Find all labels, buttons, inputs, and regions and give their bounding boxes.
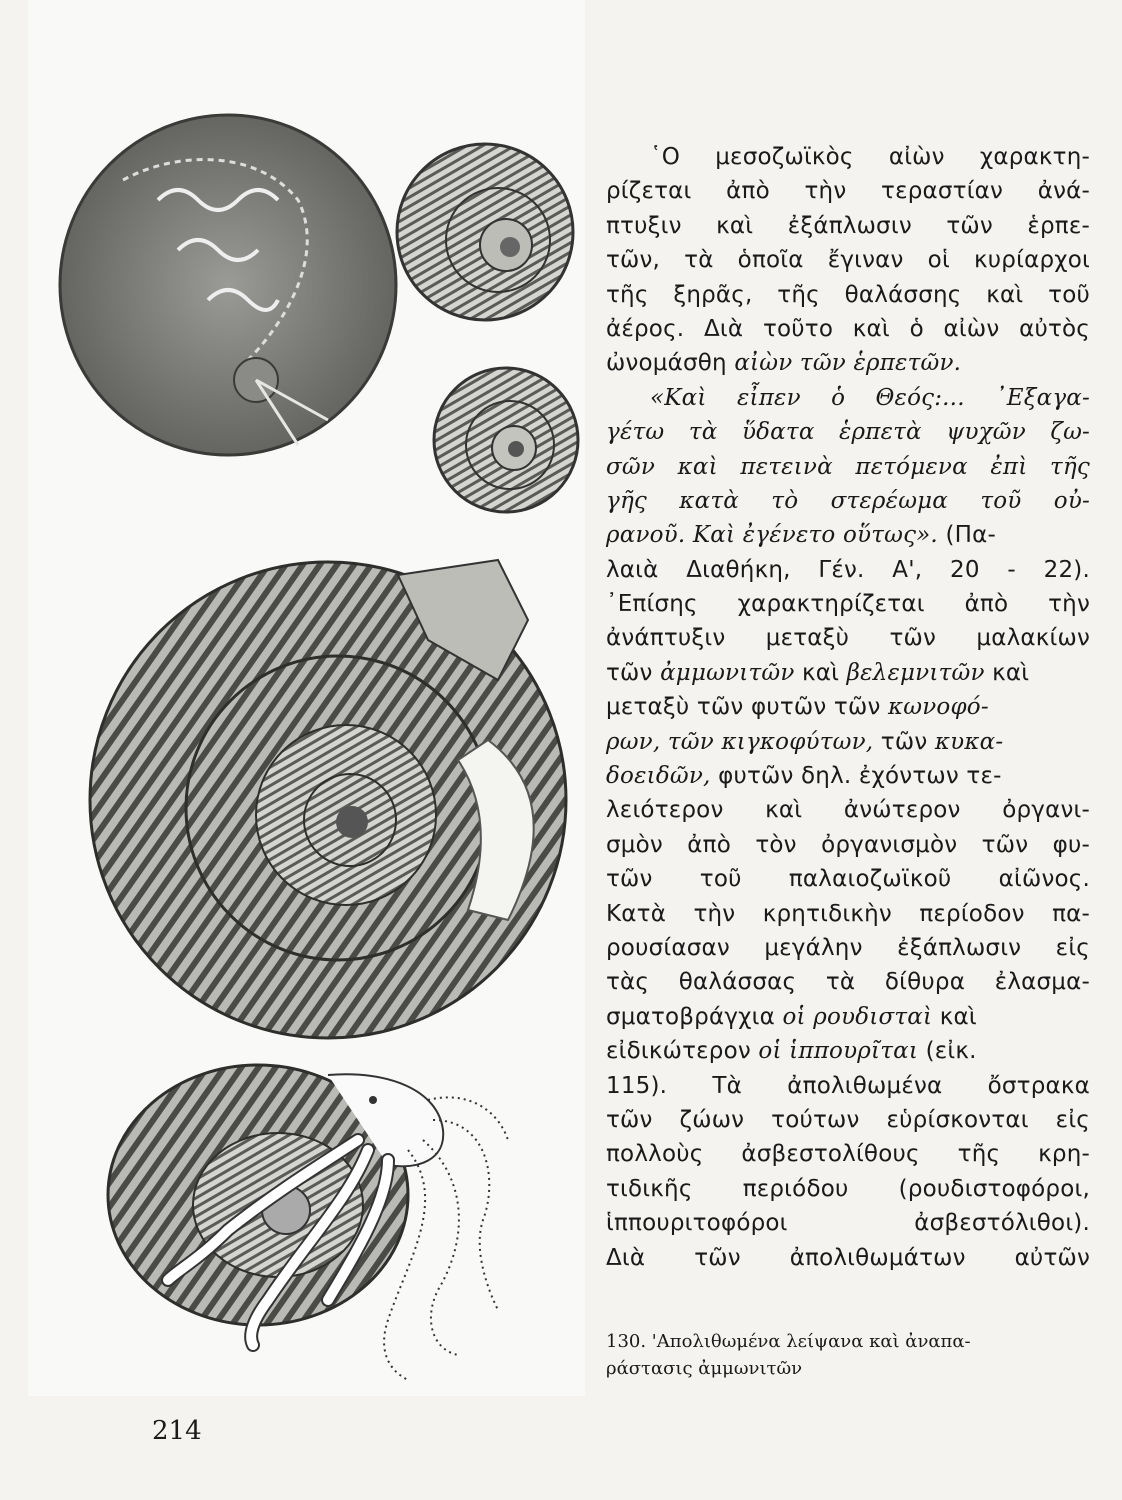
ammonite-with-reconstructed-animal (108, 1065, 508, 1380)
text-line: δοειδῶν, φυτῶν δηλ. ἐχόντων τε- (606, 763, 1002, 790)
text-line: σματοβράγχια οἱ ρουδισταὶ καὶ (606, 1003, 977, 1030)
ribbed-ammonite-small-middle (434, 368, 578, 512)
caption-line: 130. 'Απολιθωμένα λείψανα καὶ ἀναπα- (606, 1331, 971, 1352)
text-line: μεταξὺ τῶν φυτῶν τῶν κωνοφό- (606, 694, 989, 721)
text-line: ῾Ο μεσοζωϊκὸς αἰὼν χαρακτη- (650, 144, 1090, 170)
text-line: ἱππουριτοφόροι ἀσβεστόλιθοι). (606, 1210, 1090, 1237)
text-line: ρουσίασαν μεγάλην ἐξάπλωσιν εἰς (606, 934, 1090, 961)
text-line: σμὸν ἀπὸ τὸν ὀργανισμὸν τῶν φυ- (606, 831, 1090, 858)
text-line: τῆς ξηρᾶς, τῆς θαλάσσης καὶ τοῦ (606, 281, 1090, 308)
text-line: ᾿Επίσης χαρακτηρίζεται ἀπὸ τὴν (606, 591, 1090, 618)
text-line: τὰς θαλάσσας τὰ δίθυρα ἐλασμα- (606, 969, 1090, 996)
text-line: ἀνάπτυξιν μεταξὺ τῶν μαλακίων (606, 625, 1090, 652)
text-line: σῶν καὶ πετεινὰ πετόμενα ἐπὶ τῆς (606, 453, 1090, 480)
text-line: τῶν ζώων τούτων εὑρίσκονται εἰς (606, 1106, 1090, 1133)
text-line: ρων, τῶν κιγκοφύτων, τῶν κυκα- (606, 728, 1004, 755)
text-line: τῶν ἀμμωνιτῶν καὶ βελεμνιτῶν καὶ (606, 659, 1030, 686)
text-line: Διὰ τῶν ἀπολιθωμάτων αὐτῶν (606, 1244, 1090, 1271)
large-ribbed-ammonite (90, 560, 566, 1038)
text-line: τιδικῆς περιόδου (ρουδιστοφόροι, (606, 1175, 1090, 1202)
text-line: λαιὰ Διαθήκη, Γέν. Α', 20 - 22). (606, 556, 1090, 583)
text-line: γέτω τὰ ὕδατα ἑρπετὰ ψυχῶν ζω- (606, 419, 1090, 446)
text-line: τῶν τοῦ παλαιοζωϊκοῦ αἰῶνος. (606, 866, 1090, 893)
ammonite-illustration-plate (28, 0, 585, 1396)
text-line: πτυξιν καὶ ἐξάπλωσιν τῶν ἑρπε- (606, 212, 1090, 239)
text-line: «Καὶ εἶπεν ὁ Θεός:... ᾿Εξαγα- (650, 384, 1090, 411)
text-line: τῶν, τὰ ὁποῖα ἔγιναν οἱ κυρίαρχοι (606, 247, 1090, 274)
text-line: ἀέρος. Διὰ τοῦτο καὶ ὁ αἰὼν αὐτὸς (606, 315, 1090, 342)
page-number: 214 (152, 1416, 202, 1446)
text-line: Κατὰ τὴν κρητιδικὴν περίοδον πα- (606, 900, 1090, 927)
text-line: γῆς κατὰ τὸ στερέωμα τοῦ οὐ- (606, 487, 1090, 514)
ribbed-ammonite-small-top (397, 144, 573, 320)
body-text (606, 140, 1090, 1275)
text-line: ρίζεται ἀπὸ τὴν τεραστίαν ἀνά- (606, 178, 1090, 205)
text-line: λειότερον καὶ ἀνώτερον ὀργανι- (606, 797, 1090, 824)
text-line: ὠνομάσθη αἰὼν τῶν ἑρπετῶν. (606, 350, 962, 377)
text-line: ρανοῦ. Καὶ ἐγένετο οὕτως». (Πα- (606, 522, 996, 549)
text-line: εἰδικώτερον οἱ ἱππουρῖται (εἰκ. (606, 1038, 977, 1065)
text-line: 115). Τὰ ἀπολιθωμένα ὄστρακα (606, 1072, 1090, 1099)
caption-line: ράστασις ἀμμωνιτῶν (606, 1358, 803, 1379)
ammonite-fossils-figure (28, 0, 585, 1396)
text-line: πολλοὺς ἀσβεστολίθους τῆς κρη- (606, 1141, 1090, 1168)
smooth-ammonite-fossil (60, 115, 396, 455)
figure-caption (606, 1328, 1086, 1382)
